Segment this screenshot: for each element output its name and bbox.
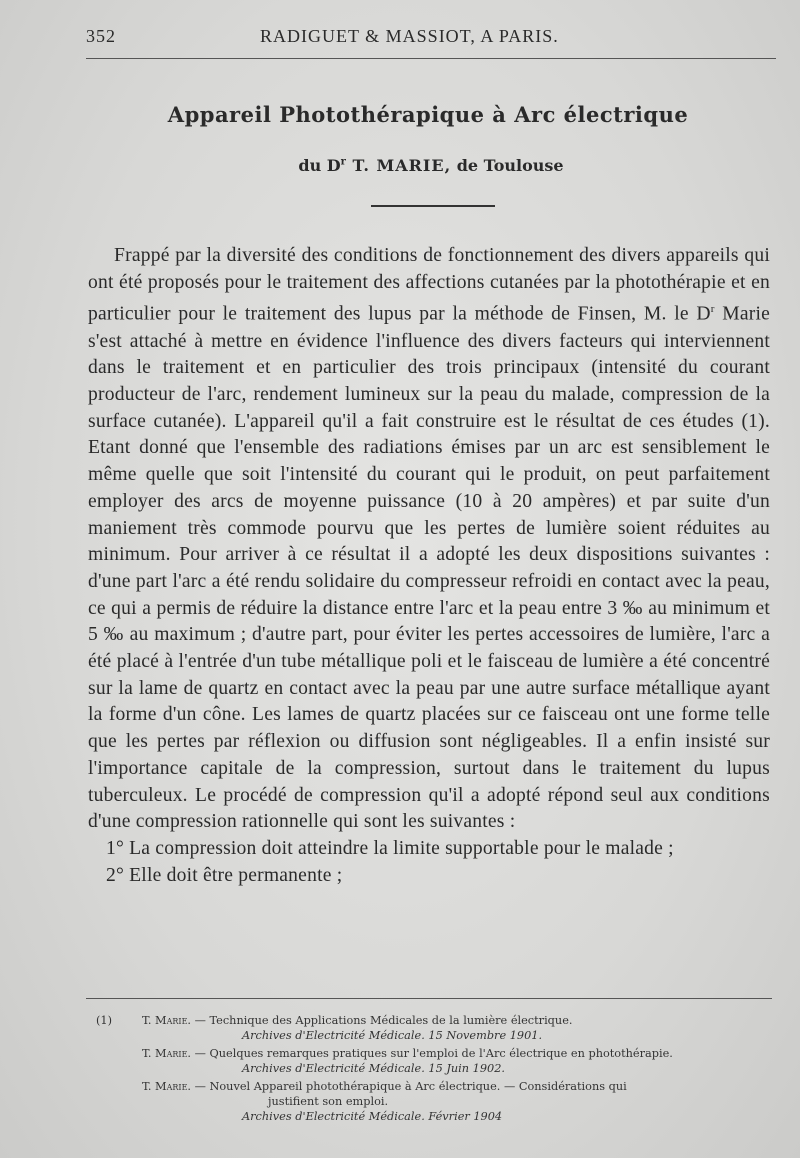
- header-rule: [86, 58, 776, 59]
- article-subtitle: [0, 156, 800, 175]
- footnote-3: [96, 1079, 786, 1124]
- title-divider: [371, 205, 495, 207]
- list-item-1: 1° La compression doit atteindre la limite supportable pour le malade ;: [106, 838, 674, 859]
- page-number: 352: [86, 26, 116, 46]
- article-body: [88, 243, 770, 889]
- footnotes: [96, 1013, 786, 1127]
- paragraph-text-1: Frappé par la diversité des conditions de fonctionnement des divers appareils qui ont été proposés pour le traitement des affections cutanées par la photothérapie et en particulier pour le traitement des lupus par la méthode de Finsen, M. le D: [88, 245, 770, 325]
- footnote-title: — Nouvel Appareil photothérapique à Arc électrique. — Considérations qui: [194, 1080, 627, 1093]
- publisher-name: RADIGUET & MASSIOT, A PARIS.: [260, 26, 559, 46]
- subtitle-author: T. MARIE,: [345, 156, 452, 175]
- running-header: [86, 26, 770, 52]
- footnote-title: — Quelques remarques pratiques sur l'emploi de l'Arc électrique en photothérapie.: [194, 1047, 673, 1060]
- subtitle-prefix: du D: [298, 156, 341, 175]
- footnote-marker: (1): [96, 1014, 113, 1027]
- footnote-author: T. Marie.: [142, 1014, 192, 1027]
- footnote-rule: [86, 998, 772, 999]
- paragraph-sup: r: [710, 303, 715, 316]
- footnote-author: T. Marie.: [142, 1047, 192, 1060]
- subtitle-sup: r: [340, 156, 346, 168]
- body-paragraph: [88, 243, 770, 836]
- footnote-2: [96, 1046, 786, 1076]
- article-title: Appareil Photothérapique à Arc électrique: [167, 102, 689, 127]
- list-item-2: 2° Elle doit être permanente ;: [106, 864, 343, 886]
- footnote-1: [96, 1013, 786, 1043]
- subtitle-suffix: de Toulouse: [451, 156, 564, 175]
- footnote-source: Archives d'Electricité Médicale. Février 1904: [242, 1110, 503, 1123]
- footnote-author: T. Marie.: [142, 1080, 192, 1093]
- footnote-source: Archives d'Electricité Médicale. 15 Juin 1902.: [242, 1062, 505, 1075]
- paragraph-text-2: Marie s'est attaché à mettre en évidence l'influence des divers facteurs qui interviennent dans le traitement et en particulier des trois principaux (intensité du courant producteur de l'arc, rendement lumineux sur la peau du malade, compression de la surface cutanée). L'appareil qu'il a fait construire est le résultat de ces études (1). Etant donné que l'ensemble des radiations émises par un arc est sensiblement le même quelle que soit l'intensité du courant qui le produit, on peut parfaitement employer des arcs de moyenne puissance (10 à 20 ampères) et par suite d'un maniement très commode pourvu que les pertes de lumière soient réduites au minimum. Pour arriver à ce résultat il a adopté les deux dispositions suivantes : d'une part l'arc a été rendu solidaire du compresseur refroidi en contact avec la peau, ce qui a permis de réduire la distance entre l'arc et la peau entre 3 ‰ au minimum et 5 ‰ au maximum ; d'autre part, pour éviter les pertes accessoires de lumière, l'arc a été placé à l'entrée d'un tube métallique poli et le faisceau de lumière a été concentré sur la lame de quartz en contact avec la peau par une autre surface métallique ayant la forme d'un cône. Les lames de quartz placées sur ce faisceau ont une forme telle que les pertes par réflexion ou diffusion sont négligeables. Il a enfin insisté sur l'importance capitale de la compression, surtout dans le traitement du lupus tuberculeux. Le procédé de compression qu'il a adopté répond seul aux conditions d'une compression rationnelle qui sont les suivantes :: [88, 303, 770, 833]
- footnote-title: — Technique des Applications Médicales de la lumière électrique.: [194, 1014, 573, 1027]
- footnote-source: Archives d'Electricité Médicale. 15 Novembre 1901.: [242, 1029, 543, 1042]
- footnote-title-cont: justifient son emploi.: [268, 1095, 389, 1108]
